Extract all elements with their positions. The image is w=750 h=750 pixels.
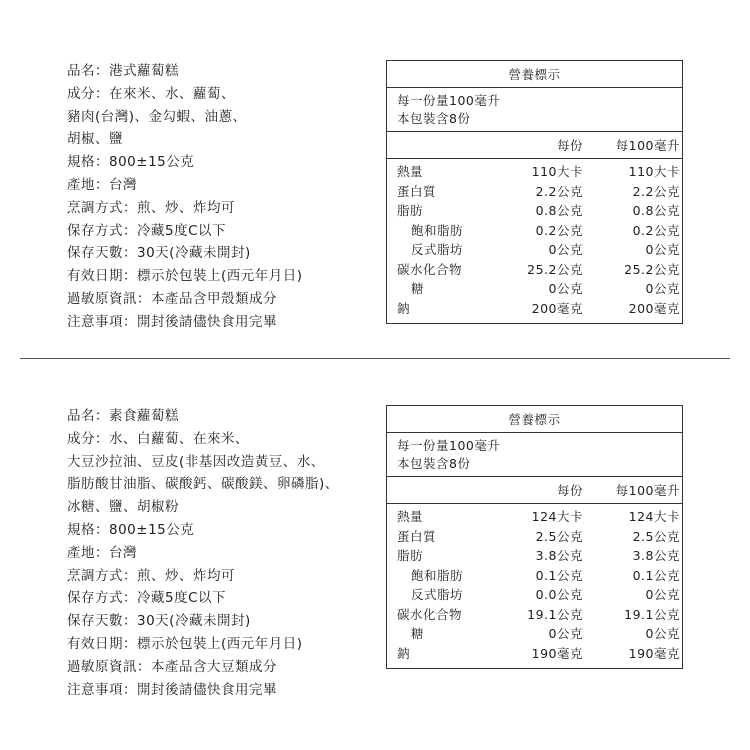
info-line: 過敏原資訊：本產品含甲殼類成分 bbox=[67, 290, 277, 307]
info-line: 成分：在來米、水、蘿蔔、 bbox=[67, 85, 235, 102]
serving-info bbox=[387, 433, 682, 476]
value-per-100: 0公克 bbox=[645, 281, 680, 296]
nutrient-name: 飽和脂肪 bbox=[411, 222, 464, 238]
nutrient-row bbox=[387, 546, 682, 566]
value-per-100: 0.8公克 bbox=[632, 203, 680, 218]
nutrient-name: 鈉 bbox=[397, 645, 411, 661]
nutrition-title: 營養標示 bbox=[508, 67, 561, 82]
nutrient-name: 蛋白質 bbox=[397, 183, 437, 199]
info-line: 烹調方式：煎、炒、炸均可 bbox=[67, 567, 235, 584]
nutrient-name: 鈉 bbox=[397, 300, 411, 316]
product-info bbox=[67, 405, 339, 701]
nutrient-row bbox=[387, 279, 682, 299]
value-per-100: 2.2公克 bbox=[632, 183, 680, 199]
header-per-100: 每100毫升 bbox=[615, 483, 680, 498]
info-line: 保存方式：冷藏5度C以下 bbox=[67, 590, 227, 607]
nutrient-row bbox=[387, 566, 682, 586]
value-per-serving: 3.8公克 bbox=[535, 548, 583, 563]
info-line: 規格：800±15公克 bbox=[67, 154, 195, 171]
serving-size: 每一份量100毫升 bbox=[397, 438, 501, 453]
nutrient-row bbox=[387, 240, 682, 260]
nutrient-row bbox=[387, 201, 682, 221]
value-per-100: 200毫克 bbox=[628, 300, 680, 316]
value-per-100: 3.8公克 bbox=[632, 548, 680, 563]
value-per-serving: 0公克 bbox=[548, 281, 583, 296]
nutrient-name: 熱量 bbox=[397, 164, 424, 179]
info-line: 保存方式：冷藏5度C以下 bbox=[67, 222, 227, 239]
value-per-100: 2.5公克 bbox=[632, 528, 680, 544]
value-per-100: 0公克 bbox=[645, 626, 680, 641]
value-per-serving: 0.1公克 bbox=[535, 567, 583, 583]
nutrient-name: 反式脂坊 bbox=[411, 242, 464, 257]
info-line: 過敏原資訊：本產品含大豆類成分 bbox=[67, 658, 277, 675]
nutrient-row bbox=[387, 299, 682, 319]
header-per-serving: 每份 bbox=[556, 483, 583, 498]
header-spacer bbox=[387, 479, 497, 503]
value-per-100: 0公克 bbox=[645, 242, 680, 257]
value-per-serving: 2.5公克 bbox=[535, 528, 583, 544]
nutrient-name: 糖 bbox=[411, 626, 425, 641]
info-line: 豬肉(台灣)、金勾蝦、油蔥、 bbox=[67, 108, 247, 125]
info-line: 成分：水、白蘿蔔、在來米、 bbox=[67, 430, 249, 447]
nutrient-row bbox=[387, 507, 682, 527]
info-line: 產地：台灣 bbox=[67, 544, 137, 561]
column-header bbox=[387, 132, 682, 158]
nutrient-row bbox=[387, 162, 682, 182]
nutrient-row bbox=[387, 605, 682, 625]
nutrient-row bbox=[387, 527, 682, 547]
value-per-serving: 200毫克 bbox=[531, 300, 583, 316]
info-line: 大豆沙拉油、豆皮(非基因改造黃豆、水、 bbox=[67, 453, 325, 470]
info-line: 品名：港式蘿蔔糕 bbox=[67, 63, 179, 79]
info-line: 冰糖、鹽、胡椒粉 bbox=[67, 499, 179, 516]
value-per-100: 0.1公克 bbox=[632, 567, 680, 583]
nutrient-row bbox=[387, 644, 682, 664]
nutrient-name: 熱量 bbox=[397, 509, 424, 524]
info-line: 規格：800±15公克 bbox=[67, 521, 195, 538]
nutrient-name: 蛋白質 bbox=[397, 528, 437, 544]
info-line: 胡椒、鹽 bbox=[67, 131, 123, 148]
column-header bbox=[387, 477, 682, 503]
nutrition-label bbox=[386, 405, 683, 669]
value-per-100: 190毫克 bbox=[628, 645, 680, 661]
nutrient-rows bbox=[387, 159, 682, 323]
value-per-serving: 2.2公克 bbox=[535, 183, 583, 199]
nutrient-name: 反式脂坊 bbox=[411, 587, 464, 602]
header-per-100: 每100毫升 bbox=[615, 138, 680, 153]
nutrient-name: 碳水化合物 bbox=[397, 261, 463, 277]
value-per-serving: 190毫克 bbox=[531, 645, 583, 661]
nutrient-name: 飽和脂肪 bbox=[411, 567, 464, 583]
product-section-1 bbox=[0, 0, 750, 360]
product-info bbox=[67, 60, 303, 334]
value-per-100: 0公克 bbox=[645, 587, 680, 602]
value-per-serving: 19.1公克 bbox=[527, 606, 583, 622]
serving-size: 每一份量100毫升 bbox=[397, 93, 501, 108]
info-line: 注意事項：開封後請儘快食用完畢 bbox=[67, 681, 277, 698]
value-per-serving: 0.0公克 bbox=[535, 587, 583, 602]
info-line: 保存天數：30天(冷藏未開封) bbox=[67, 613, 251, 630]
product-section-2 bbox=[0, 345, 750, 705]
nutrient-row bbox=[387, 221, 682, 241]
header-per-serving: 每份 bbox=[556, 138, 583, 153]
serving-info bbox=[387, 88, 682, 131]
info-line: 烹調方式：煎、炒、炸均可 bbox=[67, 199, 235, 216]
value-per-serving: 25.2公克 bbox=[527, 261, 583, 277]
value-per-100: 110大卡 bbox=[628, 164, 680, 179]
value-per-100: 19.1公克 bbox=[624, 606, 680, 622]
nutrient-name: 糖 bbox=[411, 281, 425, 296]
value-per-serving: 0公克 bbox=[548, 242, 583, 257]
header-spacer bbox=[387, 134, 497, 158]
info-line: 有效日期：標示於包裝上(西元年月日) bbox=[67, 268, 303, 285]
nutrient-row bbox=[387, 624, 682, 644]
nutrient-row bbox=[387, 585, 682, 605]
info-line: 注意事項：開封後請儘快食用完畢 bbox=[67, 313, 277, 330]
info-line: 品名：素食蘿蔔糕 bbox=[67, 408, 179, 424]
nutrient-name: 脂肪 bbox=[397, 203, 424, 218]
value-per-serving: 124大卡 bbox=[531, 509, 583, 524]
value-per-serving: 0公克 bbox=[548, 626, 583, 641]
info-line: 保存天數：30天(冷藏未開封) bbox=[67, 245, 251, 262]
info-line: 產地：台灣 bbox=[67, 176, 137, 193]
nutrition-label bbox=[386, 60, 683, 324]
nutrient-rows bbox=[387, 504, 682, 668]
value-per-serving: 0.2公克 bbox=[535, 222, 583, 238]
nutrition-title: 營養標示 bbox=[508, 412, 561, 427]
value-per-100: 124大卡 bbox=[628, 509, 680, 524]
info-line: 脂肪酸甘油脂、碳酸鈣、碳酸鎂、卵磷脂)、 bbox=[67, 476, 339, 493]
servings-per-pack: 本包裝含8份 bbox=[397, 111, 471, 126]
info-line: 有效日期：標示於包裝上(西元年月日) bbox=[67, 635, 303, 652]
servings-per-pack: 本包裝含8份 bbox=[397, 456, 471, 471]
value-per-100: 25.2公克 bbox=[624, 261, 680, 277]
nutrient-name: 碳水化合物 bbox=[397, 606, 463, 622]
nutrient-name: 脂肪 bbox=[397, 548, 424, 563]
value-per-100: 0.2公克 bbox=[632, 222, 680, 238]
nutrient-row bbox=[387, 260, 682, 280]
value-per-serving: 110大卡 bbox=[531, 164, 583, 179]
value-per-serving: 0.8公克 bbox=[535, 203, 583, 218]
nutrient-row bbox=[387, 182, 682, 202]
